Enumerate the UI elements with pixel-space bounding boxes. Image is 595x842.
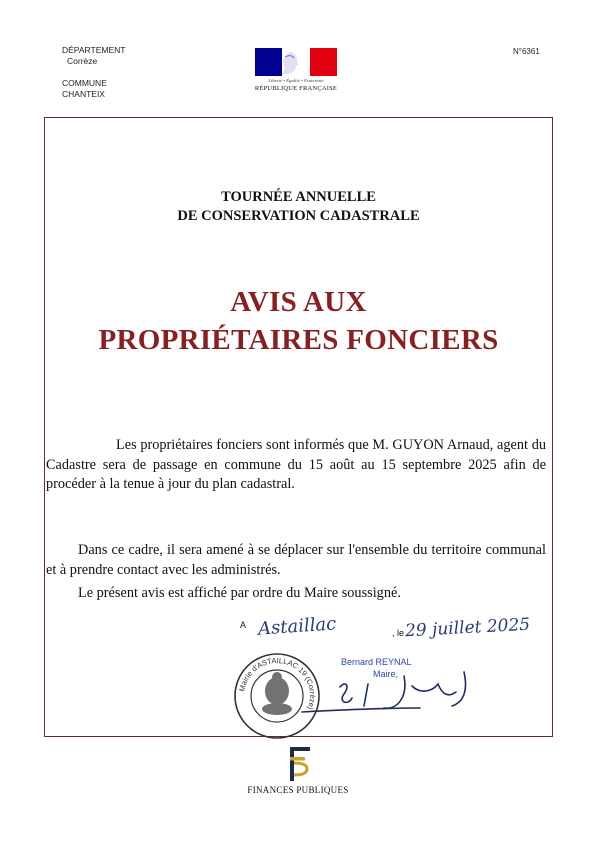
tricolor-flag-icon [255, 48, 337, 76]
flag-white [282, 48, 309, 76]
stamp-text: Mairie d'ASTAILLAC 19 (Corrèze) [237, 655, 318, 712]
mayor-role: Maire, [373, 669, 399, 679]
handwritten-place: Astaillac [257, 613, 337, 640]
handwritten-signature [300, 662, 480, 722]
mayor-name: Bernard REYNAL [341, 657, 412, 667]
departement-label: DÉPARTEMENT [62, 45, 126, 55]
finances-publiques-label: FINANCES PUBLIQUES [247, 785, 349, 795]
handwritten-date: 29 juillet 2025 [404, 614, 531, 642]
avis-title [44, 283, 553, 359]
body-paragraph-1: Les propriétaires fonciers sont informés que M. GUYON Arnaud, agent du Cadastre sera de passage en commune du 15 août au 15 septembre 2025 afin de procéder à la tenue à jour du plan cadastral. [46, 437, 546, 492]
heading-line-2: DE CONSERVATION CADASTRALE [177, 208, 420, 224]
commune-label: COMMUNE [62, 78, 107, 88]
body-paragraph-3: Le présent avis est affiché par ordre du Maire soussigné. [78, 585, 401, 601]
avis-title-line-1: AVIS AUX [230, 286, 367, 318]
flag-red [310, 48, 337, 76]
date-prefix: , le [392, 628, 405, 638]
republique-francaise-logo [254, 48, 338, 92]
marianne-profile-icon [276, 48, 304, 76]
heading-line-1: TOURNÉE ANNUELLE [221, 189, 376, 205]
header-administrative-block [62, 45, 125, 100]
finances-publiques-logo-icon [281, 745, 315, 783]
notice-number: N°6361 [513, 47, 540, 56]
commune-value: CHANTEIX [62, 89, 105, 99]
departement-value: Corrèze [67, 56, 98, 66]
place-prefix: A [240, 620, 247, 630]
avis-title-line-2: PROPRIÉTAIRES FONCIERS [98, 324, 499, 356]
notice-heading [44, 188, 553, 226]
body-paragraph-2: Dans ce cadre, il sera amené à se déplacer sur l'ensemble du territoire communal et à prendre contact avec les administrés. [46, 542, 546, 578]
republic-motto: Liberté • Égalité • Fraternité [268, 78, 324, 83]
republique-francaise-text: RÉPUBLIQUE FRANÇAISE [254, 85, 338, 92]
